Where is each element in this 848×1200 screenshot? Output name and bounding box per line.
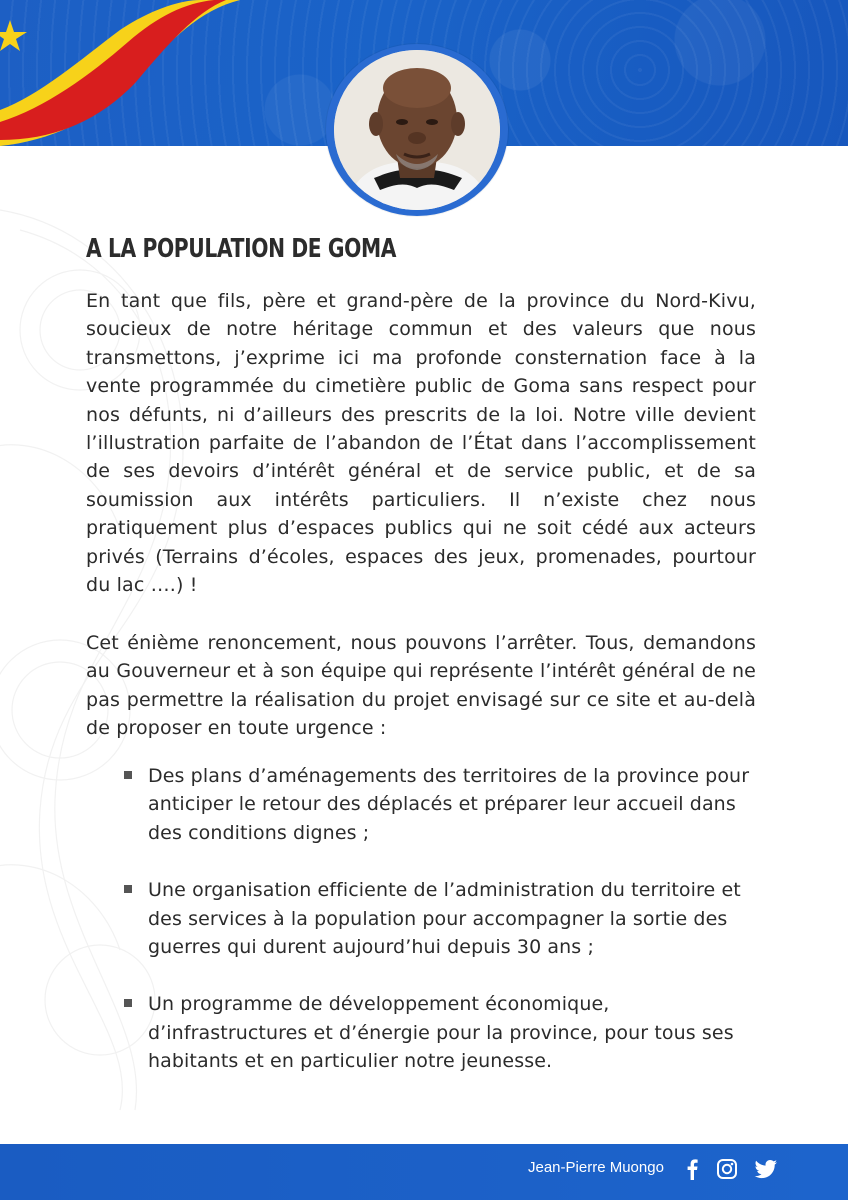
bullet-square-icon: [124, 885, 132, 893]
paragraph-appeal: Cet énième renoncement, nous pouvons l’arrêter. Tous, demandons au Gouverneur et à son équipe qui représente l’intérêt général de ne pas permettre la réalisation du projet envisagé sur ce site et au-delà de proposer en toute urgence :: [86, 632, 756, 740]
list-item: [124, 876, 764, 961]
flag-star-icon: [0, 20, 27, 51]
author-portrait: [326, 44, 508, 216]
facebook-icon[interactable]: [684, 1158, 700, 1180]
list-item: [124, 990, 764, 1075]
author-name: Jean-Pierre Muongo: [528, 1159, 664, 1176]
paragraph-intro: En tant que fils, père et grand-père de la province du Nord-Kivu, soucieux de notre héritage commun et des valeurs que nous transmettons, j’exprime ici ma profonde consternation face à la vente programmée du cimetière public de Goma sans respect pour nos défunts, ni d’ailleurs des prescrits de la loi. Notre ville devient l’illustration parfaite de l’abandon de l’État dans l’accomplissement de ses devoirs d’intérêt général et de service public, et de sa soumission aux intérêts particuliers. Il n’existe chez nous pratiquement plus d’espaces publics qui ne soit cédé aux acteurs privés (Terrains d’écoles, espaces des jeux, promenades, pourtour du lac ….) !: [86, 290, 756, 597]
list-item-text: Des plans d’aménagements des territoires de la province pour anticiper le retour des déplacés et préparer leur accueil dans des conditions dignes ;: [148, 765, 750, 844]
footer-bar: [0, 1144, 848, 1200]
proposals-list: [124, 762, 764, 1105]
list-item: [124, 762, 764, 847]
bullet-square-icon: [124, 771, 132, 779]
drc-flag-graphic: [0, 0, 240, 146]
list-item-text: Une organisation efficiente de l’administration du territoire et des services à la population pour accompagner la sortie des guerres qui durent aujourd’hui depuis 30 ans ;: [148, 879, 741, 959]
document-title: A LA POPULATION DE GOMA: [86, 234, 397, 264]
instagram-icon[interactable]: [716, 1158, 738, 1180]
bullet-square-icon: [124, 999, 132, 1007]
list-item-text: Un programme de développement économique, d’infrastructures et d’énergie pour la province, pour tous ses habitants et en particulier notre jeunesse.: [148, 993, 734, 1073]
twitter-icon[interactable]: [754, 1158, 778, 1180]
portrait-photo: [334, 50, 500, 210]
